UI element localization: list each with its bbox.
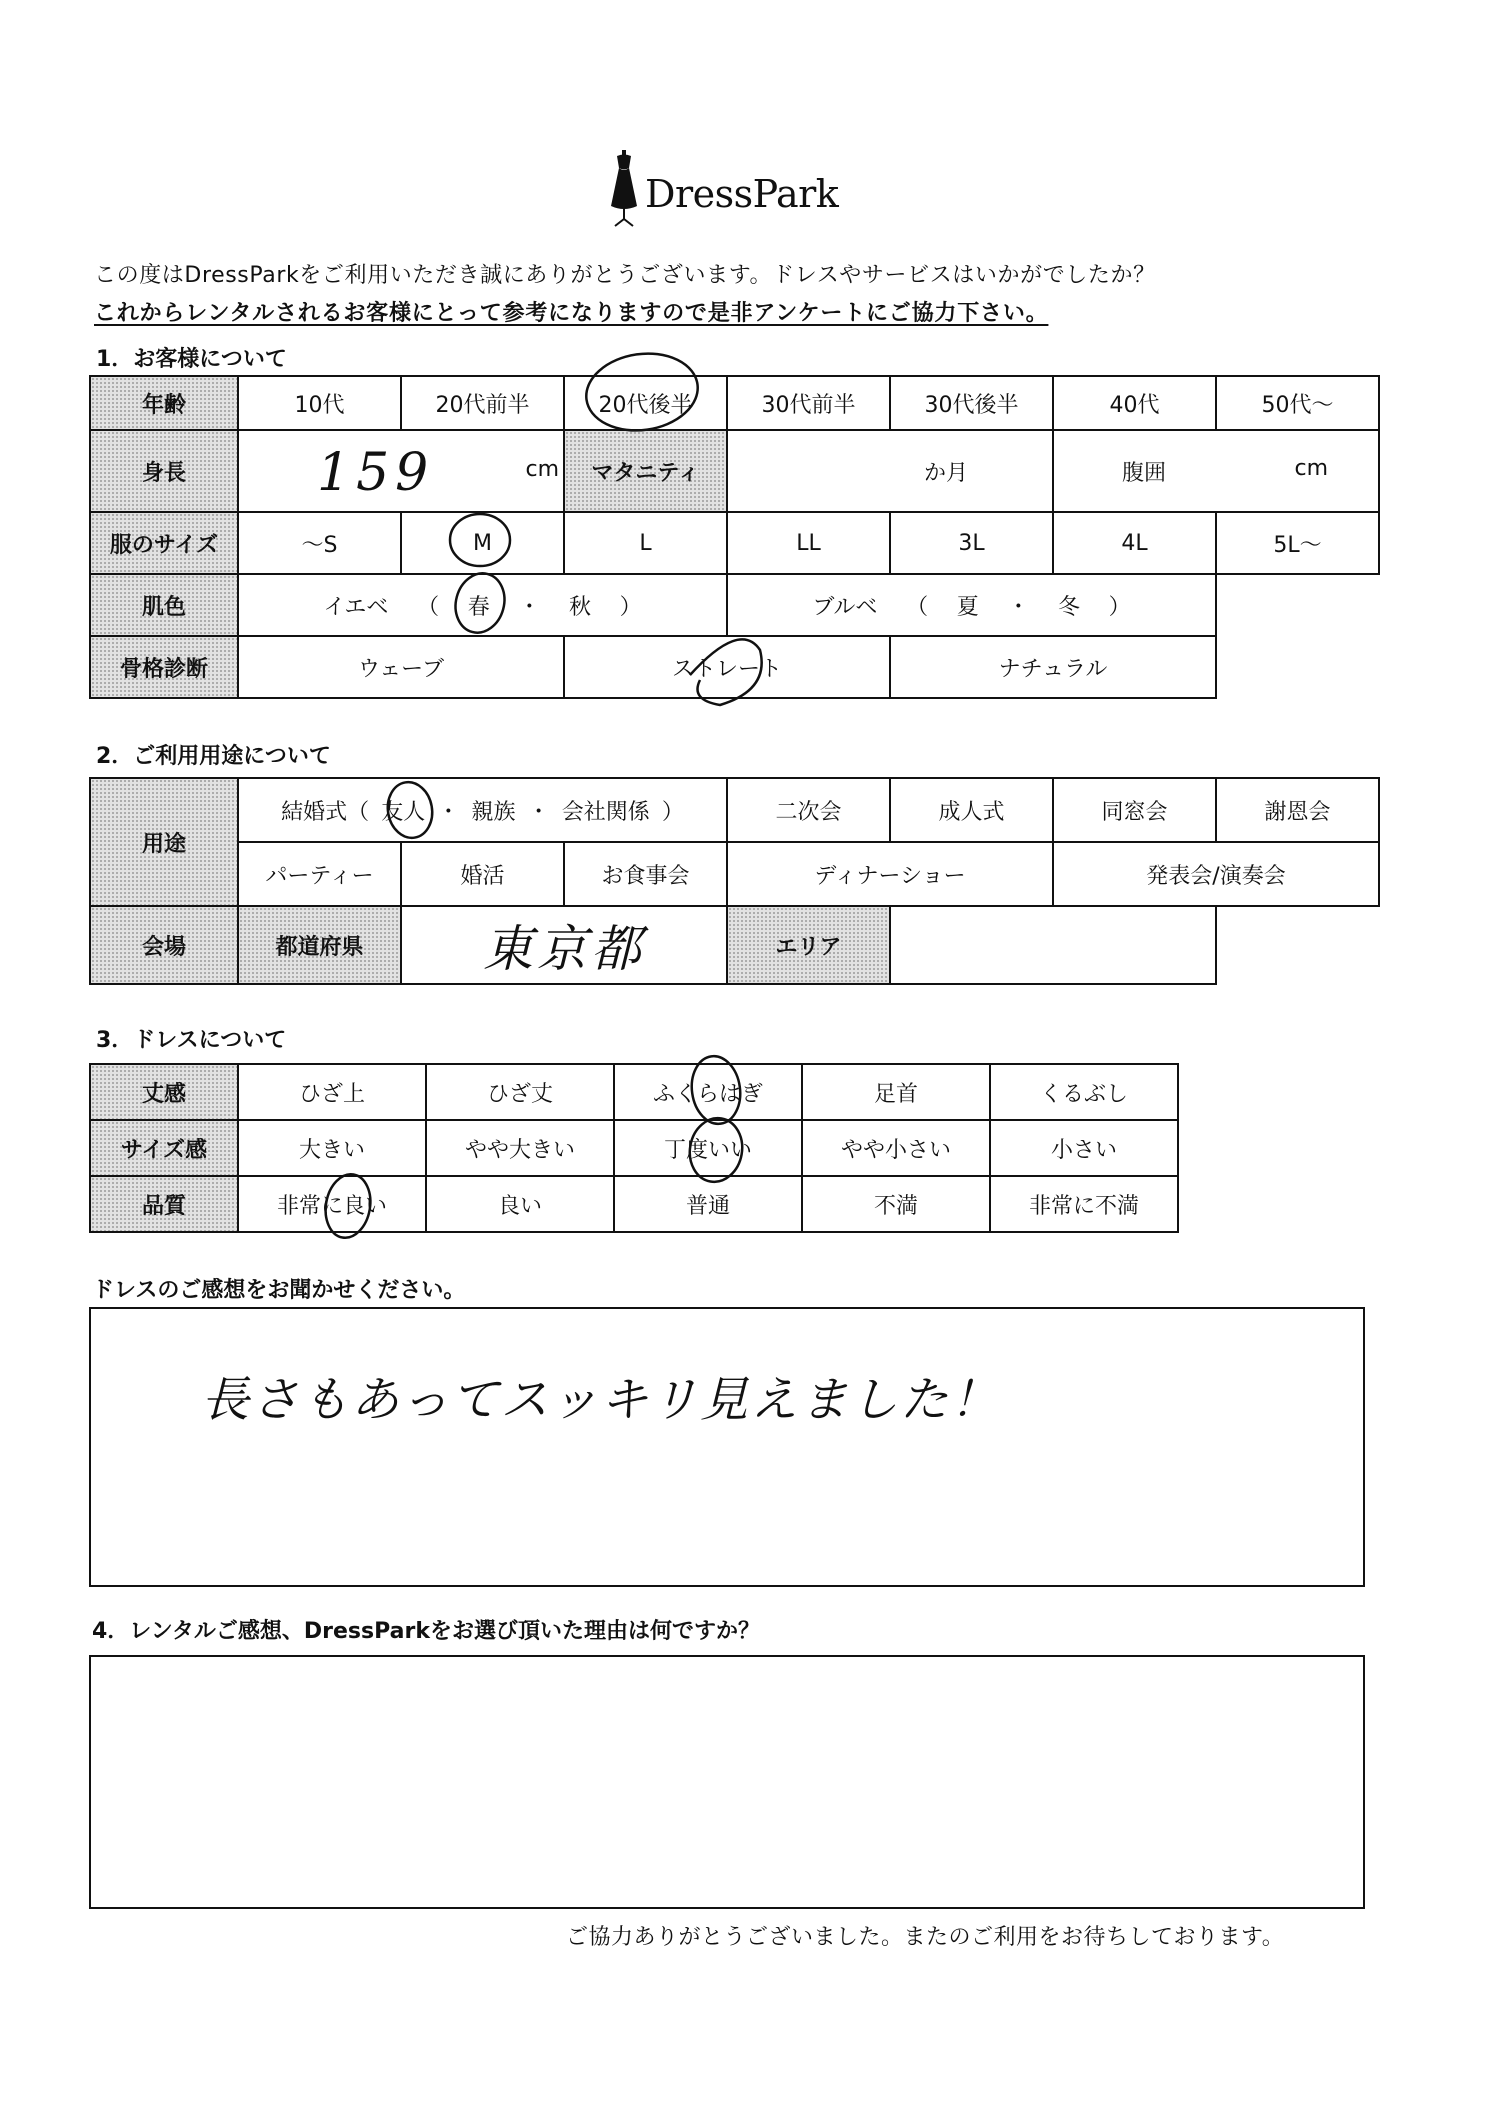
quality-option[interactable]: 普通 bbox=[614, 1176, 802, 1232]
prefecture-label: 都道府県 bbox=[238, 906, 401, 984]
skeleton-option[interactable]: ウェーブ bbox=[238, 636, 564, 698]
height-label: 身長 bbox=[90, 430, 238, 512]
fit-option[interactable]: 大きい bbox=[238, 1120, 426, 1176]
usage-option[interactable]: 謝恩会 bbox=[1216, 778, 1379, 842]
area-label: エリア bbox=[727, 906, 890, 984]
section-dress-title: 3．ドレスについて bbox=[96, 1028, 287, 1053]
impression-answer-box[interactable] bbox=[89, 1307, 1365, 1587]
paren-close: ） bbox=[619, 594, 642, 620]
prefecture-field[interactable] bbox=[401, 906, 727, 984]
usage-label: 用途 bbox=[90, 778, 238, 906]
size-option[interactable]: 5L～ bbox=[1216, 512, 1379, 574]
empty-cell bbox=[1216, 906, 1379, 984]
size-option[interactable]: 4L bbox=[1053, 512, 1216, 574]
maternity-label: マタニティ bbox=[564, 430, 727, 512]
usage-option[interactable]: 婚活 bbox=[401, 842, 564, 906]
length-label: 丈感 bbox=[90, 1064, 238, 1120]
usage-option[interactable]: お食事会 bbox=[564, 842, 727, 906]
usage-option[interactable]: 発表会/演奏会 bbox=[1053, 842, 1379, 906]
fit-option[interactable]: やや小さい bbox=[802, 1120, 990, 1176]
impression-answer: 長さもあってスッキリ見えました！ bbox=[201, 1372, 1001, 1428]
fit-label: サイズ感 bbox=[90, 1120, 238, 1176]
height-row bbox=[90, 430, 1379, 512]
length-option[interactable]: ひざ丈 bbox=[426, 1064, 614, 1120]
venue-label: 会場 bbox=[90, 906, 238, 984]
length-row bbox=[90, 1064, 1178, 1120]
length-option[interactable]: ひざ上 bbox=[238, 1064, 426, 1120]
usage-option[interactable]: ディナーショー bbox=[727, 842, 1053, 906]
paren-open: （ bbox=[417, 594, 440, 620]
paren-close: ） bbox=[1108, 594, 1131, 620]
length-option[interactable]: 足首 bbox=[802, 1064, 990, 1120]
size-option[interactable]: L bbox=[564, 512, 727, 574]
fit-row bbox=[90, 1120, 1178, 1176]
quality-option-selected[interactable]: 非常に良い bbox=[238, 1176, 426, 1232]
separator: ・ bbox=[518, 594, 541, 620]
reason-title: 4．レンタルご感想、DressParkをお選び頂いた理由は何ですか？ bbox=[92, 1619, 760, 1644]
maternity-unit: か月 bbox=[923, 460, 968, 486]
wedding-option-selected[interactable]: 友人 bbox=[381, 799, 426, 825]
area-field[interactable] bbox=[890, 906, 1216, 984]
size-label: 服のサイズ bbox=[90, 512, 238, 574]
skin-option[interactable]: 夏 bbox=[956, 594, 979, 620]
skeleton-option[interactable]: ナチュラル bbox=[890, 636, 1216, 698]
size-option-selected[interactable]: M bbox=[401, 512, 564, 574]
fit-option[interactable]: 小さい bbox=[990, 1120, 1178, 1176]
usage-option[interactable]: 二次会 bbox=[727, 778, 890, 842]
size-option[interactable]: 3L bbox=[890, 512, 1053, 574]
intro-text: この度はDressParkをご利用いただき誠にありがとうございます。ドレスやサービスはいかがでしたか？ bbox=[94, 263, 1156, 288]
quality-option[interactable]: 良い bbox=[426, 1176, 614, 1232]
usage-row-1 bbox=[90, 778, 1379, 842]
skin-option[interactable]: 冬 bbox=[1057, 594, 1080, 620]
age-option[interactable]: 40代 bbox=[1053, 376, 1216, 430]
wedding-field[interactable] bbox=[238, 778, 727, 842]
skin-option[interactable]: 秋 bbox=[568, 594, 591, 620]
paren-close: ） bbox=[661, 799, 684, 825]
quality-label: 品質 bbox=[90, 1176, 238, 1232]
waist-field[interactable] bbox=[1053, 430, 1379, 512]
yellow-base-field[interactable] bbox=[238, 574, 727, 636]
skeleton-row bbox=[90, 636, 1379, 698]
length-option[interactable]: くるぶし bbox=[990, 1064, 1178, 1120]
fit-option[interactable]: やや大きい bbox=[426, 1120, 614, 1176]
fit-option-selected[interactable]: 丁度いい bbox=[614, 1120, 802, 1176]
venue-row bbox=[90, 906, 1379, 984]
intro-request: これからレンタルされるお客様にとって参考になりますので是非アンケートにご協力下さい。 bbox=[94, 301, 1049, 326]
height-field[interactable] bbox=[238, 430, 564, 512]
thanks-footer: ご協力ありがとうございました。またのご利用をお待ちしております。 bbox=[566, 1925, 1285, 1950]
impression-title: ドレスのご感想をお聞かせください。 bbox=[92, 1278, 466, 1303]
empty-cell bbox=[1216, 636, 1379, 698]
wedding-label: 結婚式（ bbox=[281, 799, 370, 825]
dresspark-logo bbox=[607, 150, 847, 230]
wedding-option[interactable]: 親族 bbox=[471, 799, 516, 825]
usage-option[interactable]: 成人式 bbox=[890, 778, 1053, 842]
maternity-field[interactable] bbox=[727, 430, 1053, 512]
blue-base-label: ブルベ bbox=[812, 594, 878, 620]
separator: ・ bbox=[437, 799, 460, 825]
dress-form-icon bbox=[607, 150, 641, 228]
age-option-selected[interactable]: 20代後半 bbox=[564, 376, 727, 430]
quality-row bbox=[90, 1176, 1178, 1232]
yellow-base-label: イエベ bbox=[323, 594, 389, 620]
empty-cell bbox=[1216, 574, 1379, 636]
section-usage-title: 2．ご利用用途について bbox=[96, 744, 331, 769]
wedding-option[interactable]: 会社関係 bbox=[561, 799, 650, 825]
age-label: 年齢 bbox=[90, 376, 238, 430]
brand-name: DressPark bbox=[645, 172, 839, 216]
size-option[interactable]: LL bbox=[727, 512, 890, 574]
separator: ・ bbox=[527, 799, 550, 825]
section-customer-title: 1．お客様について bbox=[96, 347, 287, 372]
age-option[interactable]: 20代前半 bbox=[401, 376, 564, 430]
separator: ・ bbox=[1007, 594, 1030, 620]
usage-option[interactable]: パーティー bbox=[238, 842, 401, 906]
age-option[interactable]: 50代～ bbox=[1216, 376, 1379, 430]
paren-open: （ bbox=[906, 594, 929, 620]
size-option[interactable]: ～S bbox=[238, 512, 401, 574]
size-row bbox=[90, 512, 1379, 574]
quality-option[interactable]: 非常に不満 bbox=[990, 1176, 1178, 1232]
quality-option[interactable]: 不満 bbox=[802, 1176, 990, 1232]
length-option-selected[interactable]: ふくらはぎ bbox=[614, 1064, 802, 1120]
skin-row bbox=[90, 574, 1379, 636]
usage-table bbox=[89, 777, 1380, 985]
skeleton-option-selected[interactable]: ストレート bbox=[564, 636, 890, 698]
skeleton-label: 骨格診断 bbox=[90, 636, 238, 698]
age-row bbox=[90, 376, 1379, 430]
waist-unit: cm bbox=[1294, 455, 1328, 481]
dress-table bbox=[89, 1063, 1179, 1233]
age-option[interactable]: 10代 bbox=[238, 376, 401, 430]
blue-base-field[interactable] bbox=[727, 574, 1216, 636]
prefecture-value: 東京都 bbox=[483, 920, 645, 978]
age-option[interactable]: 30代後半 bbox=[890, 376, 1053, 430]
waist-label: 腹囲 bbox=[1122, 460, 1167, 486]
height-value: 159 bbox=[317, 443, 435, 503]
customer-table bbox=[89, 375, 1380, 699]
skin-label: 肌色 bbox=[90, 574, 238, 636]
skin-option-selected[interactable]: 春 bbox=[467, 594, 490, 620]
usage-row-2 bbox=[90, 842, 1379, 906]
height-unit: cm bbox=[525, 457, 559, 482]
usage-option[interactable]: 同窓会 bbox=[1053, 778, 1216, 842]
reason-answer-box[interactable] bbox=[89, 1655, 1365, 1909]
age-option[interactable]: 30代前半 bbox=[727, 376, 890, 430]
